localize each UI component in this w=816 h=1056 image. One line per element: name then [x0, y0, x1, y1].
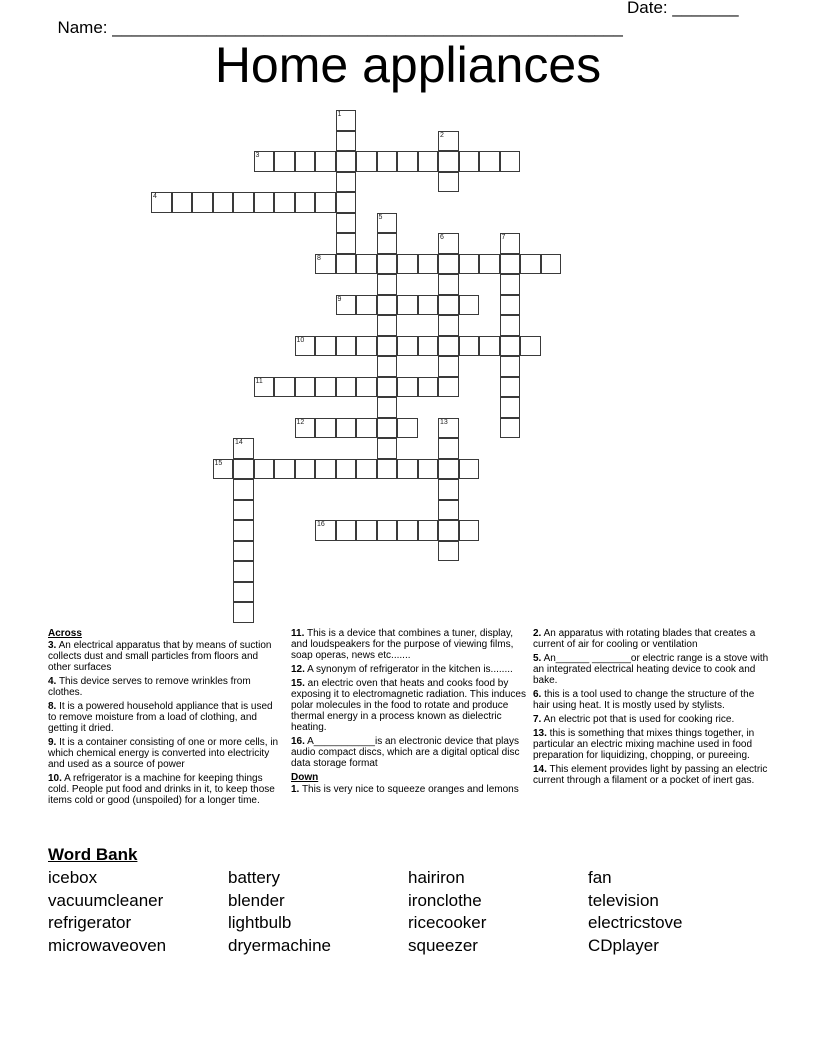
crossword-cell[interactable] — [336, 295, 357, 316]
page-title: Home appliances — [214, 37, 602, 93]
clue-number: 15 — [214, 459, 223, 467]
crossword-cell[interactable] — [438, 418, 459, 439]
crossword-cell[interactable] — [356, 459, 377, 480]
crossword-cell[interactable] — [500, 295, 521, 316]
crossword-cell[interactable] — [336, 377, 357, 398]
word-bank-item: electricstove — [588, 913, 683, 932]
crossword-cell[interactable] — [479, 336, 500, 357]
crossword-cell[interactable] — [233, 479, 254, 500]
crossword-cell[interactable] — [500, 254, 521, 275]
crossword-cell[interactable] — [233, 459, 254, 480]
crossword-cell[interactable] — [500, 233, 521, 254]
crossword-cell[interactable] — [233, 192, 254, 213]
crossword-cell[interactable] — [356, 151, 377, 172]
clue-across-9: 9. It is a container consisting of one or more cells, in which chemical energy is converted into electricity and used as a source of power — [48, 737, 279, 770]
clue-down-7: 7. An electric pot that is used for cooking rice. — [533, 714, 735, 725]
crossword-cell[interactable] — [418, 254, 439, 275]
crossword-cell[interactable] — [254, 459, 275, 480]
crossword-cell[interactable] — [336, 110, 357, 131]
crossword-cell[interactable] — [274, 151, 295, 172]
crossword-cell[interactable] — [377, 233, 398, 254]
crossword-cell[interactable] — [295, 336, 316, 357]
crossword-cell[interactable] — [438, 295, 459, 316]
crossword-cell[interactable] — [418, 377, 439, 398]
crossword-cell[interactable] — [500, 356, 521, 377]
crossword-cell[interactable] — [377, 356, 398, 377]
word-bank-item: television — [588, 890, 659, 910]
crossword-cell[interactable] — [438, 438, 459, 459]
crossword-cell[interactable] — [459, 336, 480, 357]
crossword-cell[interactable] — [336, 192, 357, 213]
word-bank-heading: Word Bank — [48, 845, 138, 864]
clue-across-8: 8. It is a powered household appliance that is used to remove moisture from a load of clothing, and getting it dried. — [48, 701, 273, 734]
crossword-cell[interactable] — [377, 315, 398, 336]
clue-down-13: 13. this is something that mixes things together, in particular an electric mixing machine used in food preparation for liquidizing, chopping, or pureeing. — [533, 728, 755, 761]
crossword-cell[interactable] — [315, 418, 336, 439]
crossword-cell[interactable] — [438, 151, 459, 172]
crossword-cell[interactable] — [336, 172, 357, 193]
crossword-cell[interactable] — [274, 192, 295, 213]
crossword-cell[interactable] — [233, 561, 254, 582]
crossword-cell[interactable] — [356, 377, 377, 398]
word-bank-item: fan — [588, 868, 612, 887]
crossword-cell[interactable] — [377, 377, 398, 398]
clue-across-3: 3. An electrical apparatus that by means of suction collects dust and small particles from floors and other surfaces — [48, 640, 272, 673]
crossword-cell[interactable] — [377, 254, 398, 275]
crossword-cell[interactable] — [336, 213, 357, 234]
crossword-cell[interactable] — [315, 336, 336, 357]
clue-number: 11 — [255, 377, 263, 385]
word-bank-item: icebox — [48, 868, 98, 887]
clue-number: 14 — [235, 439, 243, 446]
crossword-cell[interactable] — [500, 274, 521, 295]
clue-number: 8 — [317, 254, 321, 262]
clue-number: 16 — [317, 521, 325, 528]
crossword-cell[interactable] — [356, 254, 377, 275]
word-bank-item: dryermachine — [228, 935, 331, 955]
crossword-cell[interactable] — [172, 192, 193, 213]
crossword-cell[interactable] — [397, 336, 418, 357]
clue-number: 10 — [296, 336, 305, 344]
clue-number: 1 — [337, 111, 342, 118]
crossword-cell[interactable] — [233, 520, 254, 541]
crossword-cell[interactable] — [397, 459, 418, 480]
word-bank-item: ricecooker — [408, 913, 487, 932]
word-bank-item: CDplayer — [588, 935, 659, 955]
clue-across-10: 10. A refrigerator is a machine for keeping things cold. People put food and drinks in it, to keep those items cold or good (unspoiled) for a longer time. — [48, 773, 275, 806]
crossword-cell[interactable] — [295, 459, 316, 480]
crossword-cell[interactable] — [315, 459, 336, 480]
crossword-cell[interactable] — [233, 602, 254, 623]
clue-number: 6 — [440, 234, 444, 241]
crossword-cell[interactable] — [438, 274, 459, 295]
clue-number: 3 — [255, 152, 260, 159]
crossword-cell[interactable] — [418, 151, 439, 172]
crossword-cell[interactable] — [254, 151, 275, 172]
clue-down-6: 6. this is a tool used to change the structure of the hair using heat. It is mostly used by stylists. — [533, 689, 755, 711]
crossword-cell[interactable] — [438, 336, 459, 357]
clues-column-1 — [48, 628, 280, 809]
crossword-cell[interactable] — [377, 213, 398, 234]
crossword-cell[interactable] — [336, 336, 357, 357]
crossword-cell[interactable] — [315, 520, 336, 541]
crossword-cell[interactable] — [479, 254, 500, 275]
crossword-cell[interactable] — [233, 582, 254, 603]
crossword-cell[interactable] — [377, 418, 398, 439]
crossword-cell[interactable] — [151, 192, 172, 213]
crossword-cell[interactable] — [479, 151, 500, 172]
crossword-cell[interactable] — [500, 151, 521, 172]
crossword-cell[interactable] — [500, 336, 521, 357]
crossword-cell[interactable] — [213, 459, 234, 480]
crossword-cell[interactable] — [254, 377, 275, 398]
crossword-cell[interactable] — [254, 192, 275, 213]
crossword-cell[interactable] — [418, 459, 439, 480]
crossword-cell[interactable] — [397, 418, 418, 439]
clue-number: 13 — [440, 418, 448, 426]
crossword-cell[interactable] — [295, 418, 316, 439]
crossword-cell[interactable] — [397, 254, 418, 275]
crossword-cell[interactable] — [233, 500, 254, 521]
crossword-cell[interactable] — [377, 459, 398, 480]
crossword-cell[interactable] — [418, 295, 439, 316]
crossword-cell[interactable] — [213, 192, 234, 213]
clue-down-14: 14. This element provides light by passing an electric current through a filament or a pocket of inert gas. — [533, 764, 768, 786]
crossword-cell[interactable] — [295, 192, 316, 213]
crossword-cell[interactable] — [315, 377, 336, 398]
crossword-cell[interactable] — [336, 151, 357, 172]
clue-down-1: 1. This is very nice to squeeze oranges and lemons — [291, 784, 519, 795]
crossword-cell[interactable] — [336, 520, 357, 541]
crossword-cell[interactable] — [397, 520, 418, 541]
crossword-cell[interactable] — [438, 377, 459, 398]
word-bank-item: lightbulb — [228, 913, 292, 932]
crossword-cell[interactable] — [356, 520, 377, 541]
crossword-cell[interactable] — [500, 315, 521, 336]
crossword-cell[interactable] — [418, 336, 439, 357]
crossword-cell[interactable] — [500, 397, 521, 418]
clue-number: 12 — [296, 418, 305, 426]
down-heading: Down — [291, 772, 319, 783]
crossword-cell[interactable] — [397, 377, 418, 398]
word-bank-item: refrigerator — [48, 913, 132, 932]
crossword-cell[interactable] — [356, 418, 377, 439]
crossword-cell[interactable] — [459, 254, 480, 275]
crossword-cell[interactable] — [438, 233, 459, 254]
crossword-cell[interactable] — [377, 295, 398, 316]
crossword-cell[interactable] — [336, 254, 357, 275]
crossword-cell[interactable] — [377, 274, 398, 295]
clue-across-11: 11. This is a device that combines a tuner, display, and loudspeakers for the purpose of viewing films, soap operas, news etc....... — [291, 628, 514, 661]
clue-number: 2 — [440, 131, 444, 139]
word-bank-item: battery — [228, 868, 280, 887]
crossword-cell[interactable] — [377, 151, 398, 172]
crossword-cell[interactable] — [274, 377, 295, 398]
crossword-cell[interactable] — [438, 541, 459, 562]
clues-column-3 — [533, 628, 771, 789]
crossword-cell[interactable] — [397, 295, 418, 316]
crossword-cell[interactable] — [459, 295, 480, 316]
word-bank-item: microwaveoven — [48, 935, 167, 955]
crossword-cell[interactable] — [520, 336, 541, 357]
crossword-cell[interactable] — [315, 151, 336, 172]
clue-number: 9 — [337, 295, 342, 303]
date-field-label[interactable]: Date: _______ — [627, 0, 739, 17]
word-bank-item: blender — [228, 890, 285, 910]
crossword-cell[interactable] — [500, 377, 521, 398]
crossword-cell[interactable] — [356, 295, 377, 316]
crossword-cell[interactable] — [336, 131, 357, 152]
crossword-cell[interactable] — [438, 479, 459, 500]
word-bank-item: hairiron — [408, 868, 465, 887]
crossword-cell[interactable] — [438, 500, 459, 521]
crossword-cell[interactable] — [377, 336, 398, 357]
crossword-cell[interactable] — [418, 520, 439, 541]
crossword-cell[interactable] — [541, 254, 562, 275]
crossword-cell[interactable] — [336, 459, 357, 480]
crossword-cell[interactable] — [438, 131, 459, 152]
crossword-cell[interactable] — [438, 520, 459, 541]
crossword-cell[interactable] — [192, 192, 213, 213]
clue-across-15: 15. an electric oven that heats and cooks food by exposing it to electromagnetic radiation. This induces polar molecules in the food to rotate and produce thermal energy in a process known as dielectric heating. — [291, 678, 526, 733]
crossword-cell[interactable] — [459, 151, 480, 172]
clues-column-2 — [291, 628, 526, 798]
clue-number: 5 — [378, 213, 383, 221]
clue-down-2: 2. An apparatus with rotating blades that creates a current of air for cooling or ventilation — [533, 628, 756, 650]
crossword-cell[interactable] — [438, 315, 459, 336]
crossword-cell[interactable] — [233, 438, 254, 459]
crossword-cell[interactable] — [377, 397, 398, 418]
crossword-cell[interactable] — [356, 336, 377, 357]
clue-across-16: 16. A___________is an electronic device that plays audio compact discs, which are a digital optical disc data storage format — [291, 736, 520, 769]
name-field-label[interactable]: Name: ______________________________________________________ — [57, 18, 623, 37]
word-bank-item: ironclothe — [408, 890, 482, 910]
crossword-cell[interactable] — [336, 233, 357, 254]
crossword-cell[interactable] — [315, 192, 336, 213]
crossword-cell[interactable] — [295, 377, 316, 398]
crossword-cell[interactable] — [295, 151, 316, 172]
clue-across-4: 4. This device serves to remove wrinkles from clothes. — [48, 676, 251, 698]
crossword-cell[interactable] — [274, 459, 295, 480]
crossword-cell[interactable] — [438, 356, 459, 377]
crossword-cell[interactable] — [377, 438, 398, 459]
crossword-cell[interactable] — [438, 172, 459, 193]
crossword-cell[interactable] — [397, 151, 418, 172]
clue-number: 4 — [153, 193, 157, 200]
word-bank-item: vacuumcleaner — [48, 890, 164, 910]
crossword-cell[interactable] — [459, 459, 480, 480]
clue-number: 7 — [501, 234, 506, 241]
clue-across-12: 12. A synonym of refrigerator in the kitchen is........ — [291, 664, 513, 675]
word-bank-item: squeezer — [408, 935, 478, 955]
crossword-cell[interactable] — [336, 418, 357, 439]
crossword-cell[interactable] — [438, 254, 459, 275]
clue-down-5: 5. An______ _______or electric range is a stove with an integrated electrical heating device to cook and bake. — [533, 653, 769, 686]
crossword-cell[interactable] — [377, 520, 398, 541]
crossword-cell[interactable] — [233, 541, 254, 562]
crossword-cell[interactable] — [459, 520, 480, 541]
across-heading: Across — [48, 628, 82, 639]
crossword-cell[interactable] — [500, 418, 521, 439]
crossword-cell[interactable] — [438, 459, 459, 480]
crossword-cell[interactable] — [520, 254, 541, 275]
crossword-cell[interactable] — [315, 254, 336, 275]
